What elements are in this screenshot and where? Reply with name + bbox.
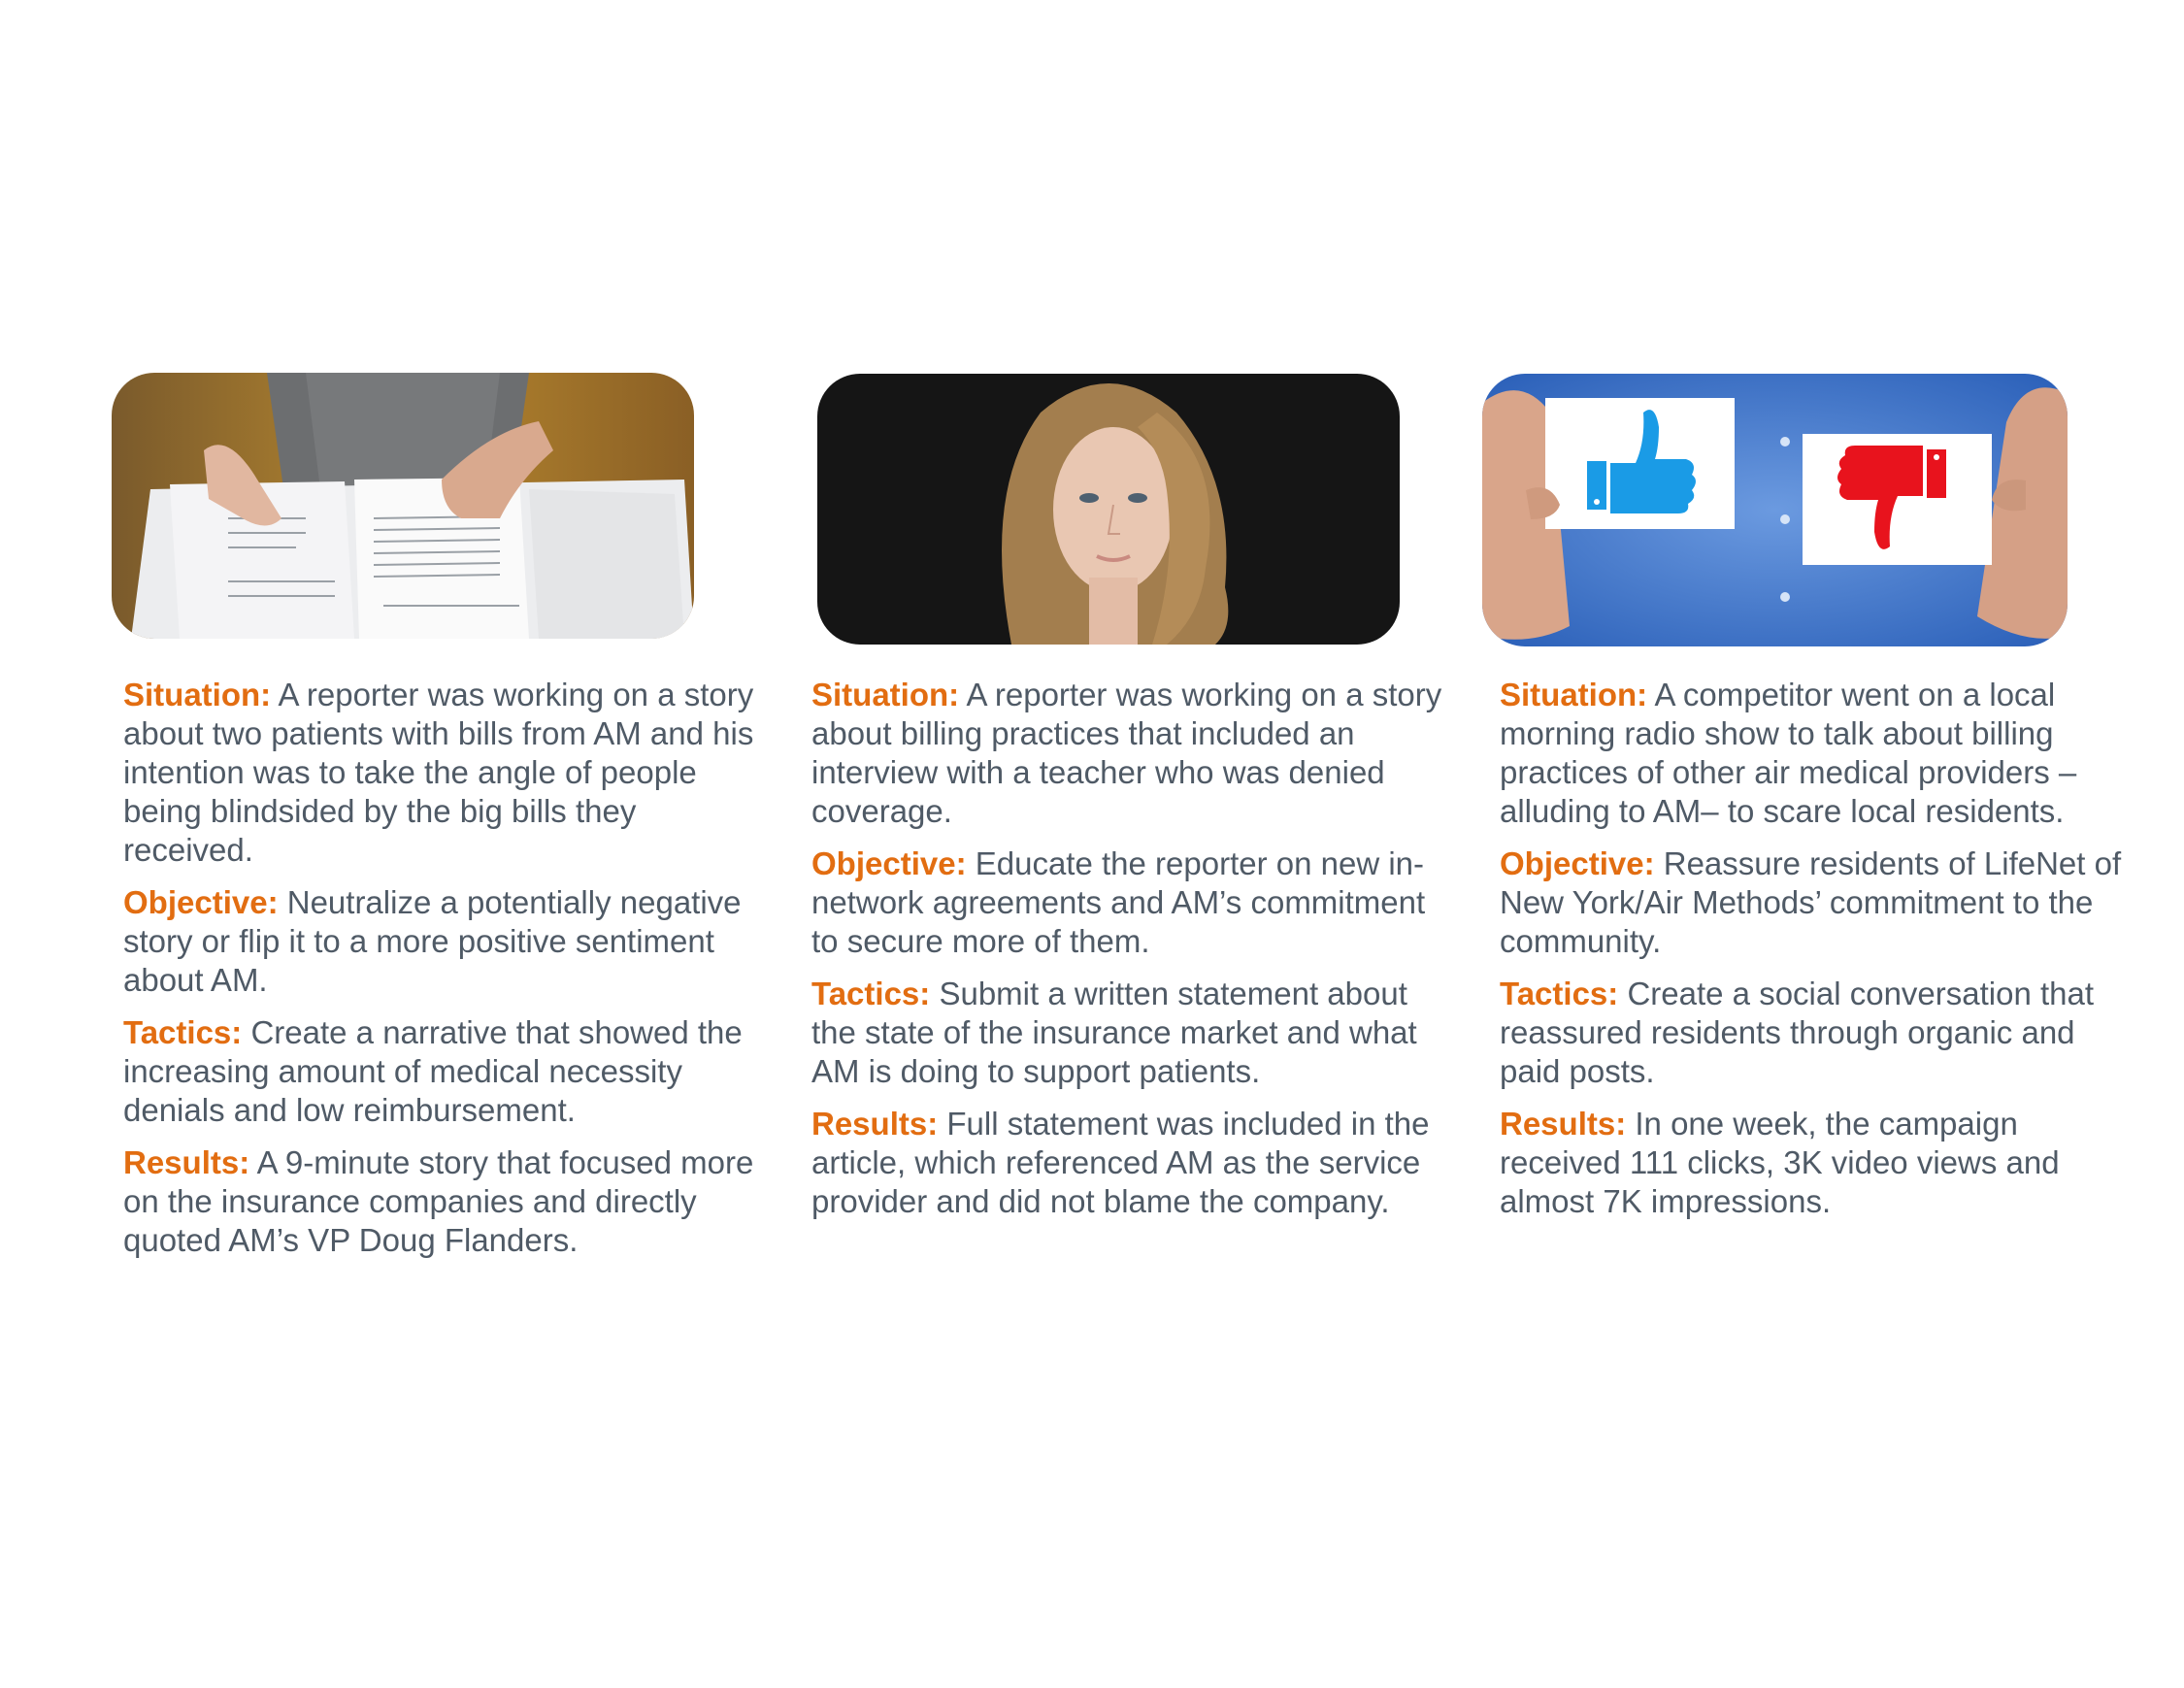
tactics-label: Tactics: [811,976,931,1011]
situation-paragraph [123,676,764,870]
results-label: Results: [123,1144,250,1180]
tactics-label: Tactics: [1500,976,1619,1011]
thumbs-up-thumbs-down-cards-photo [1482,374,2068,646]
results-text: A 9-minute story that focused more on the insurance companies and directly quoted AM’s VP Doug Flanders. [123,1144,754,1258]
documents-on-table-photo [112,373,694,639]
results-paragraph [1500,1105,2140,1221]
tactics-paragraph [1500,975,2140,1091]
situation-label: Situation: [123,677,272,712]
situation-label: Situation: [811,677,960,712]
objective-text: Neutralize a potentially negative story or flip it to a more positive sentiment about AM. [123,884,742,998]
objective-paragraph [1500,844,2140,961]
objective-label: Objective: [1500,845,1655,881]
situation-label: Situation: [1500,677,1648,712]
objective-paragraph [811,844,1452,961]
tactics-label: Tactics: [123,1014,243,1050]
tactics-text: Submit a written statement about the state of the insurance market and what AM is doing to support patients. [811,976,1417,1089]
case-study-column-1 [123,676,764,1274]
tactics-paragraph [123,1013,764,1130]
case-study-column-3 [1500,676,2140,1235]
tactics-paragraph [811,975,1452,1091]
woman-portrait-photo [817,374,1400,645]
tactics-text: Create a narrative that showed the increasing amount of medical necessity denials and low reimbursement. [123,1014,743,1128]
case-study-column-2 [811,676,1452,1235]
results-paragraph [811,1105,1452,1221]
objective-label: Objective: [811,845,967,881]
results-label: Results: [1500,1106,1627,1142]
results-label: Results: [811,1106,939,1142]
situation-paragraph [1500,676,2140,831]
situation-text: A competitor went on a local morning radio show to talk about billing practices of other air medical providers – alluding to AM– to scare local residents. [1500,677,2077,829]
objective-text: Educate the reporter on new in-network agreements and AM’s commitment to secure more of them. [811,845,1426,959]
objective-paragraph [123,883,764,1000]
results-text: Full statement was included in the article, which referenced AM as the service provider and did not blame the company. [811,1106,1430,1219]
results-paragraph [123,1143,764,1260]
situation-paragraph [811,676,1452,831]
situation-text: A reporter was working on a story about two patients with bills from AM and his intention was to take the angle of people being blindsided by the big bills they received. [123,677,754,868]
tactics-text: Create a social conversation that reassured residents through organic and paid posts. [1500,976,2095,1089]
objective-text: Reassure residents of LifeNet of New York/Air Methods’ commitment to the community. [1500,845,2122,959]
objective-label: Objective: [123,884,279,920]
situation-text: A reporter was working on a story about billing practices that included an interview with a teacher who was denied coverage. [811,677,1442,829]
results-text: In one week, the campaign received 111 clicks, 3K video views and almost 7K impressions. [1500,1106,2060,1219]
